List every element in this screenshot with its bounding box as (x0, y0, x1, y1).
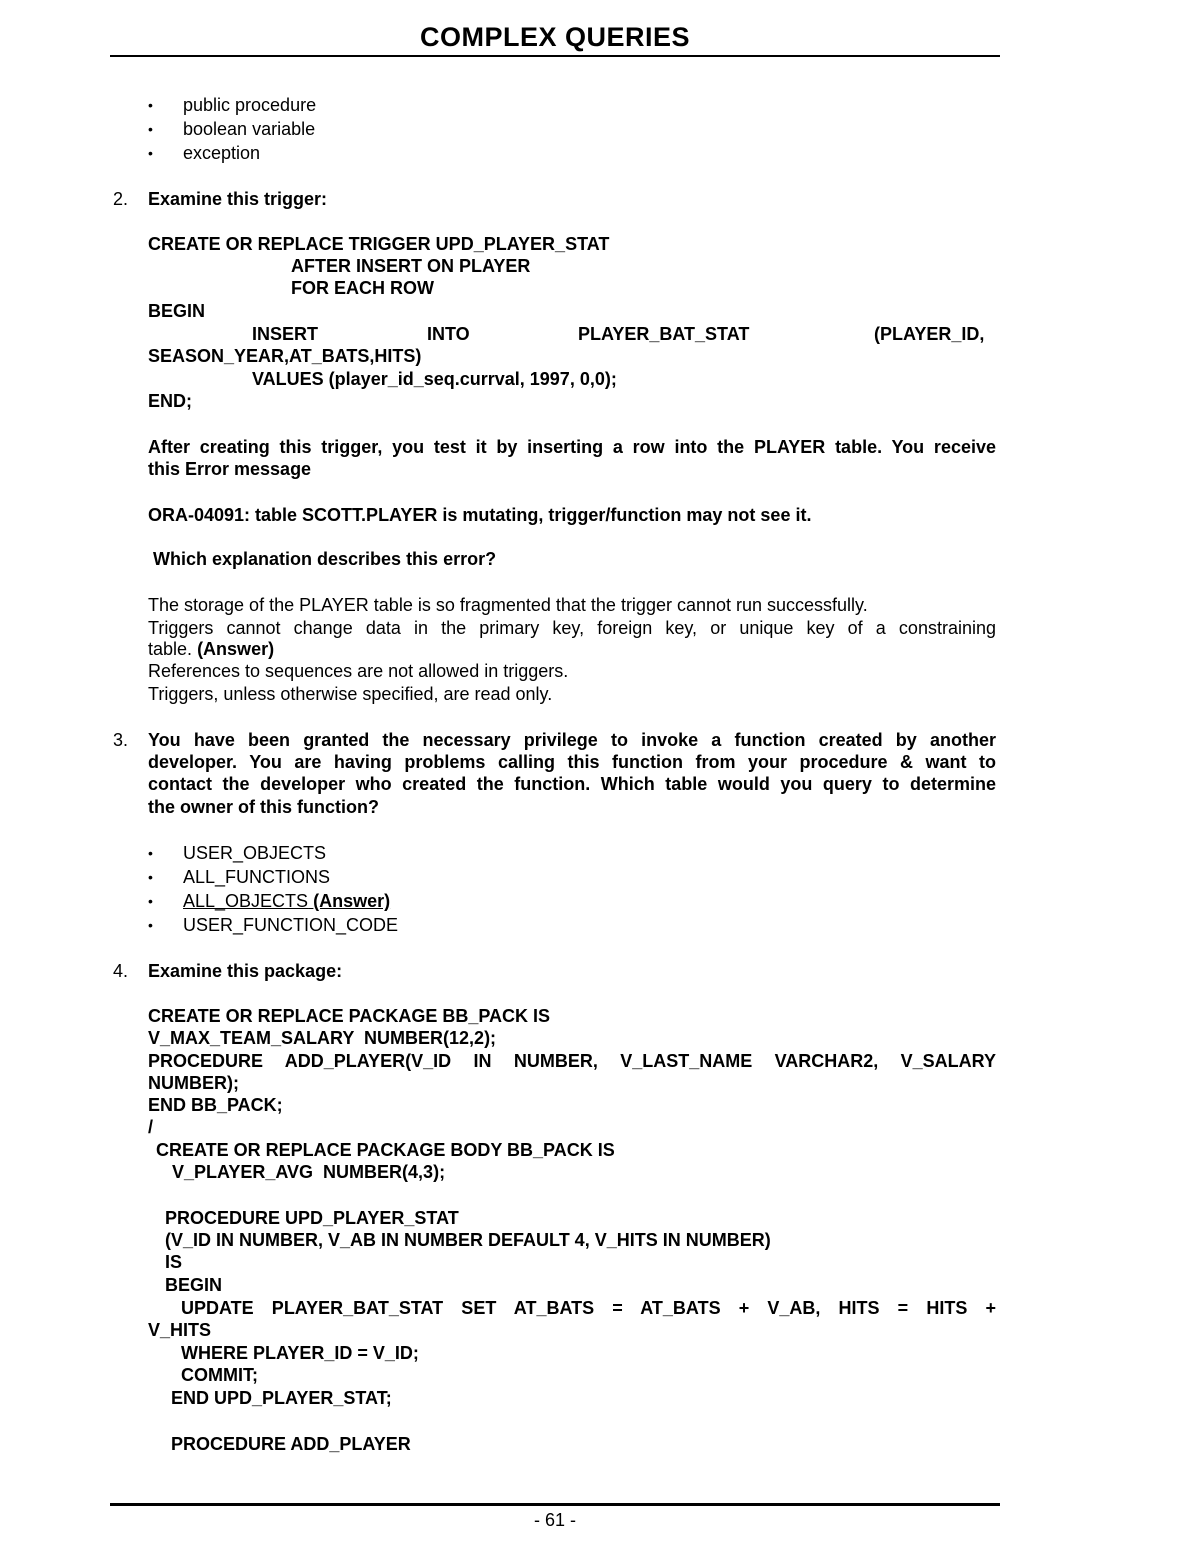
code-line: WHERE PLAYER_ID = V_ID; (181, 1343, 419, 1363)
paragraph-line: the owner of this function? (148, 797, 379, 817)
bullet-marker: • (148, 845, 153, 861)
code-token: INTO (427, 324, 470, 344)
answer-option: Triggers, unless otherwise specified, are read only. (148, 684, 553, 704)
question-number: 3. (113, 730, 129, 750)
code-line: IS (165, 1252, 183, 1272)
bullet-marker: • (148, 869, 153, 885)
code-line: AFTER INSERT ON PLAYER (291, 256, 531, 276)
code-line: UPDATE PLAYER_BAT_STAT SET AT_BATS = AT_BATS + V_AB, HITS = HITS + (181, 1298, 996, 1318)
code-line: COMMIT; (181, 1365, 258, 1385)
answer-option: Triggers cannot change data in the primary key, foreign key, or unique key of a constraining (148, 618, 996, 638)
answer-option: USER_FUNCTION_CODE (183, 915, 399, 935)
answer-option-text: table. (148, 639, 193, 659)
question-prompt: Examine this package: (148, 961, 343, 981)
code-line: BEGIN (148, 301, 206, 321)
paragraph-line: After creating this trigger, you test it by inserting a row into the PLAYER table. You receive (148, 437, 996, 457)
code-line: END UPD_PLAYER_STAT; (171, 1388, 392, 1408)
bullet-marker: • (148, 917, 153, 933)
code-token: (PLAYER_ID, (874, 324, 985, 344)
code-line: PROCEDURE UPD_PLAYER_STAT (165, 1208, 459, 1228)
question-prompt: Examine this trigger: (148, 189, 328, 209)
code-line: (V_ID IN NUMBER, V_AB IN NUMBER DEFAULT 4, V_HITS IN NUMBER) (165, 1230, 771, 1250)
paragraph-line: You have been granted the necessary privilege to invoke a function created by another (148, 730, 996, 750)
answer-marker: (Answer) (313, 891, 391, 911)
answer-option: USER_OBJECTS (183, 843, 327, 863)
list-item: public procedure (183, 95, 317, 115)
paragraph-line: this Error message (148, 459, 312, 479)
question-text: Which explanation describes this error? (153, 549, 497, 569)
code-line: CREATE OR REPLACE TRIGGER UPD_PLAYER_STAT (148, 234, 610, 254)
code-line: V_HITS (148, 1320, 212, 1340)
bullet-marker: • (148, 121, 153, 137)
code-line: CREATE OR REPLACE PACKAGE BB_PACK IS (148, 1006, 551, 1026)
list-item: exception (183, 143, 261, 163)
code-line: V_MAX_TEAM_SALARY NUMBER(12,2); (148, 1028, 497, 1048)
page-number: - 61 - (533, 1510, 576, 1530)
answer-option: ALL_FUNCTIONS (183, 867, 331, 887)
code-line: CREATE OR REPLACE PACKAGE BODY BB_PACK IS (156, 1140, 615, 1160)
error-message: ORA-04091: table SCOTT.PLAYER is mutating, trigger/function may not see it. (148, 505, 812, 525)
bullet-marker: • (148, 97, 153, 113)
list-item: boolean variable (183, 119, 316, 139)
page-title: COMPLEX QUERIES (419, 22, 691, 52)
code-line: PROCEDURE ADD_PLAYER (171, 1434, 411, 1454)
bullet-marker: • (148, 893, 153, 909)
code-line: / (148, 1117, 154, 1137)
question-number: 2. (113, 189, 129, 209)
answer-option-cont (148, 638, 274, 660)
code-line: END BB_PACK; (148, 1095, 283, 1115)
code-line: END; (148, 391, 192, 411)
code-line: BEGIN (165, 1275, 223, 1295)
answer-option-text: ALL_OBJECTS (183, 891, 309, 911)
code-line: VALUES (player_id_seq.currval, 1997, 0,0); (252, 369, 617, 389)
answer-marker: (Answer) (197, 639, 275, 659)
bullet-marker: • (148, 145, 153, 161)
header-rule (110, 55, 1000, 57)
code-token: PLAYER_BAT_STAT (578, 324, 750, 344)
answer-option-correct (183, 890, 390, 912)
paragraph-line: contact the developer who created the function. Which table would you query to determine (148, 774, 996, 794)
code-line: NUMBER); (148, 1073, 239, 1093)
answer-option: References to sequences are not allowed in triggers. (148, 661, 569, 681)
code-line: FOR EACH ROW (291, 278, 434, 298)
question-number: 4. (113, 961, 129, 981)
answer-option: The storage of the PLAYER table is so fragmented that the trigger cannot run successfully. (148, 595, 868, 615)
code-line: SEASON_YEAR,AT_BATS,HITS) (148, 346, 422, 366)
footer-rule (110, 1503, 1000, 1506)
code-line: V_PLAYER_AVG NUMBER(4,3); (172, 1162, 446, 1182)
paragraph-line: developer. You are having problems calling this function from your procedure & want to (148, 752, 996, 772)
code-line: PROCEDURE ADD_PLAYER(V_ID IN NUMBER, V_LAST_NAME VARCHAR2, V_SALARY (148, 1051, 996, 1071)
code-token: INSERT (252, 324, 319, 344)
